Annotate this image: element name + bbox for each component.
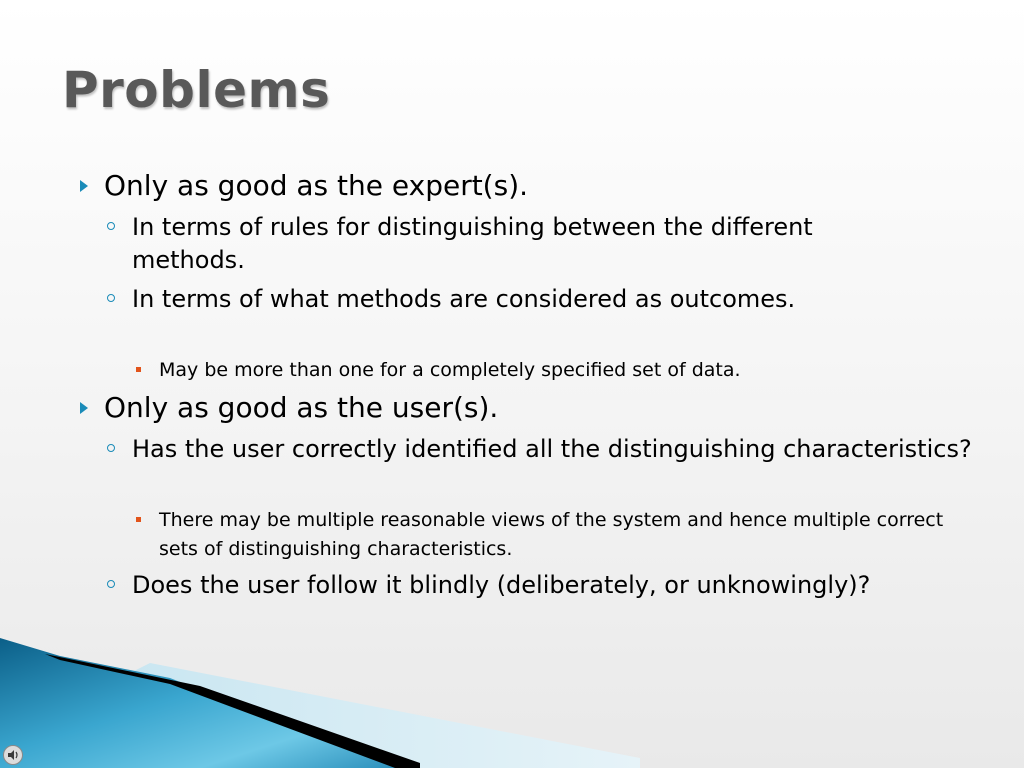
bullet-item bbox=[159, 506, 979, 564]
ring-icon bbox=[107, 444, 115, 452]
bullet-item bbox=[159, 356, 1009, 385]
bullet-item bbox=[132, 211, 902, 277]
ring-icon bbox=[107, 580, 115, 588]
bullet-item bbox=[132, 433, 977, 466]
bullet-text: There may be multiple reasonable views of the system and hence multiple correct sets of distinguishing characteristics. bbox=[159, 509, 944, 560]
bullet-item bbox=[132, 283, 902, 316]
bullet-text: Only as good as the expert(s). bbox=[104, 169, 529, 202]
bullet-text: Has the user correctly identified all the distinguishing characteristics? bbox=[132, 435, 972, 463]
bullet-item bbox=[104, 168, 984, 204]
ring-icon bbox=[107, 222, 115, 230]
bullet-text: Only as good as the user(s). bbox=[104, 391, 499, 424]
bullet-text: In terms of rules for distinguishing between the different methods. bbox=[132, 213, 813, 274]
bullet-item bbox=[132, 569, 892, 602]
triangle-right-icon bbox=[80, 180, 88, 192]
bullet-item bbox=[104, 390, 984, 426]
ring-icon bbox=[107, 294, 115, 302]
bullet-text: In terms of what methods are considered as outcomes. bbox=[132, 285, 796, 313]
square-dot-icon bbox=[136, 517, 141, 522]
bullet-text: May be more than one for a completely specified set of data. bbox=[159, 359, 741, 381]
square-dot-icon bbox=[136, 367, 141, 372]
slide-title: Problems bbox=[62, 61, 331, 119]
triangle-right-icon bbox=[80, 402, 88, 414]
bottom-wave-decoration bbox=[0, 638, 1024, 768]
speaker-icon[interactable] bbox=[2, 744, 24, 766]
bullet-text: Does the user follow it blindly (deliberately, or unknowingly)? bbox=[132, 571, 871, 599]
